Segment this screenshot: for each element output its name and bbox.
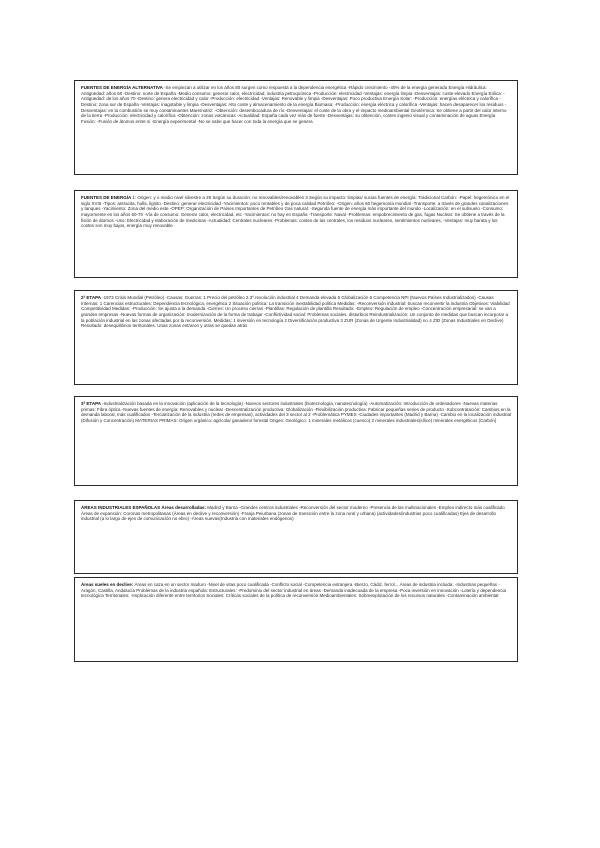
section-heading: Áreas sueles en declive:: [81, 582, 135, 587]
notes-box-fuentes-energia: [74, 190, 518, 278]
section-text: Madrid y Barna -Grandes centros industriales -Reconversión del sector moderno -Presencia de las multinacionales -Empleo indirecto más cualificado Áreas de expansión: Coronas metropolitanas (Áreas en declive y reconversión) -Franja Peiurbana (zonas de transición entre la zona rural y urbana) (actividades/industrias poco cualificadas) Ejes de desarrollo industrial (a lo largo de ejes de comunicación no ebro) -Áreas nuevas(Industria con materiales endógenos): [81, 505, 505, 522]
notes-box-tercera-etapa: [74, 396, 518, 486]
notes-box-energias-alternativas: [74, 80, 518, 175]
section-heading: FUENTES DE ENERGÍA ALTERNATIVA: [81, 85, 165, 90]
notes-box-segunda-etapa: [74, 290, 518, 385]
notes-box-areas-industriales: [74, 500, 518, 574]
notes-box-areas-declive: [74, 577, 518, 662]
section-heading: ÁREAS INDUSTRIALES ESPAÑOLAS Áreas desarrolladas:: [81, 505, 208, 510]
section-text: -1973 Crisis Mundial (Petróleo) -Causas: Guerras: 1 Precio del petróleo 2.3º revolución industrial 4 Demanda elevada 5 Globalización 6 Competencia NPI (Nuevos Países Industrializados) -Causas Internas: 1 Carencias estructurales: Dependencia tecnológica, energética 2 Situación política: La transición inestabilidad política Medidas: -Reconversión industrial: buscan reconvertir la industria Objetivos: Viabilidad Competitividad Medidas: -Producción: Se ajusta a la demanda -Cierres: Un proceso cierran -Plantillas: Regulación de plantilla Resultado: -Empleo: Regulación de empleo -Concentración empresarial: se van a grandes empresas -Nuevas formas de organización: modernización de la forma de trabajar -Conflictividad social: Problemas sociales, disturbios Reindustrialización: Un conjunto de medidas que buscan incorporar a la población industrial en las zonas afectadas por la reconversión. Medidas: 1 inversión en tecnología 2 Diversificación productiva 3 ZUR (Zonas de Urgente Industrialidad) no 4 ZID (Zonas Industriales en Declive) Resultado: desequilibrios territoriales. Unas zonas entraron y otras se quedan atrás: [81, 295, 510, 329]
section-heading: FUENTES DE ENERGÍA: [81, 195, 133, 200]
section-heading: 2ª ETAPA: [81, 295, 103, 300]
section-heading: 3ª ETAPA: [81, 401, 103, 406]
section-text: Áreas en caza en un sector maduro -Nivel de vitas poco cualificada -Conflicto social -Competencia extranjera -Bierzo, Cádiz, ferrol... Áreas de industria incluida: -Industrias pequeñas -Aragón, Castilla, Andalucía Problemas de la industria española: Estructurales: -Predominio del sector industrial en áreas -Demanda inadecuada de la empresa -Poca inversión en innovación -Lotería y dependencia tecnológica Territoriales: -Implicación diferente entre territorios Sociales: Críticas sociales de la política de reconversión Medioambientales: Sobreexplotación de los recursos naturales -Contaminación ambiental: [81, 582, 506, 599]
section-text: -Industrialización basada en la innovación (aplicación de la tecnología) -Nuevos sectores industriales (biotecnología, nanotecnología) -Automatización: Introducción de ordenadores -Nuevas materias primas: Fibra óptica -Nuevas fuentes de energía: Renovables y nuclear -Descentralización productiva: Globalización -Flexibilización productiva: Fabricar pequeñas series de producto -Subcontratación: Cambios en la demanda laboral, más cualificados -Terciarización de la industria (redes de empresas), actividades del 3 sector al 2 -Problemática PYMES -Ciudades importantes (Madrid y Barna) -Cambio en la localización industrial (Difusión y Concentración) MATERIAS PRIMAS: Origen orgánico: agrícola/ ganadero/ forestal Origen: Geológico: 1 minerales metálicos (cuesco) 2 minerales industriales(sílice) minerales energéticos (Carbón): [81, 401, 511, 423]
section-text: -Se empiezan a utilizar en los años 80 surgen como respuesta a la dependencia energética -Rápido crecimiento -40% de la energía generada Energía Hidráulica: Antigüedad: años 60 -Destino: norte de España -Medio consumo: generar calor, electricidad, industria petroquímica -Producción: electricidad -Ventajas: energía limpia -Desventajas: coste elevado Energía Eólica: -Antigüedad: de los años 70 -Destino: genera electricidad y calor -Producción: electricidad -Ventajas: Renovable y limpia -Desventajas: Poco productiva Energía Solar: -Producción: energías eléctrica y calorífica -Destino: zona sur de España -Ventajas: inagotable y limpia -Desventajas: Alto coste y almacenamiento de la energía Biomasa: -Producción: energía eléctrica y calorífica -Ventajas: hacen desaparecer los residuos -Desventajas: en la combustión se muy contaminantes Maremotriz: -Obtención: desembocadura de río -Desventajas: el coste de la obra y el impacto medioambiental Geotérmica: Se obtiene a partir del calor interno de la tierra -Producción: electricidad y calorífica -Obtención: zonas volcánicas -Actualidad: España cada vez más de fuerte -Desventajas: su obtención, costes ingenio visual y contaminación de aguas Energía Fusión: -Fusión de átomos entre sí -Energía experimental -No se sabe que hacer con toda la energía que se genera: [81, 85, 507, 124]
section-text: 1: Origen: y o medio nivel silvestre a 28 Según su duración: no renovables/renovables 3 Según su impacto: limpias/ sucias fuentes de energía: Tradicional Carbón: -Papel: hegemónico en el siglo XVIII -Tipos: antracita, hulla, lignito -Destino: generar electricidad -Yacimientos: poco rentables y de poca calidad Petróleo: -Origen: años 60 hegemonía mundial -Transporte: a través de grandes canalizaciones y tanques -Yacimiento: Zona del medio este -OPEP: Organización de Países Importantes de Petróleo Gas natural: -Segunda fuente de energía más importante del mundo -Localización: en el subsuelo -Consumo: mayormente en los años 60-70 -Vía de consumo: Generar calor, electricidad, etc -Yacimientos: no hay en España -Transporte: Naval -Problemas: empobrecimiento de gas, fugas Nuclear: Se obtiene a través de la fisión de átomos -Uso: Electricidad y elaboración de medicinas -Actualidad: Centrales nucleares -Problemas: costes de las centrales, los residuos nucleares, sentimientos nucleares, -Ventajas: muy barata y los costes son muy bajos, energía muy renovable: [81, 195, 510, 229]
